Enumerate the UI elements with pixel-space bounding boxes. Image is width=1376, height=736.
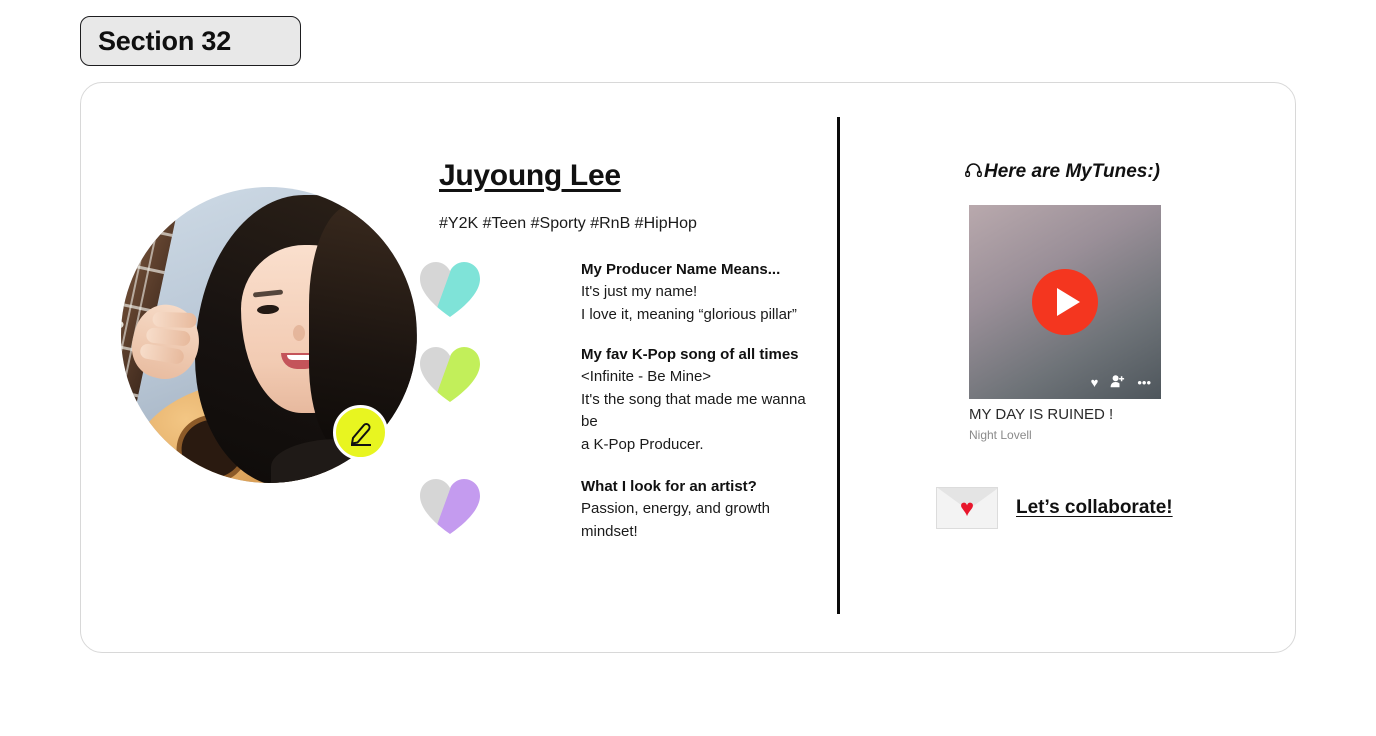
track-title: MY DAY IS RUINED ! [969, 406, 1114, 423]
heart-icon [419, 478, 481, 536]
section-tab[interactable] [80, 16, 301, 66]
heart-icon [419, 261, 481, 319]
qa-line: It's the song that made me wanna be [581, 390, 806, 430]
envelope-heart-icon [936, 487, 998, 529]
add-user-icon[interactable] [1110, 374, 1125, 391]
profile-tags: #Y2K #Teen #Sporty #RnB #HipHop [439, 215, 697, 232]
qa-title: My fav K-Pop song of all times [581, 346, 799, 363]
track-artist: Night Lovell [969, 428, 1032, 442]
heart-glyph: ♥ [959, 494, 975, 522]
section-tab-label: Section 32 [98, 25, 232, 56]
qa-list [419, 261, 819, 561]
qa-line: <Infinite - Be Mine> [581, 368, 712, 385]
edit-profile-badge[interactable] [333, 405, 388, 460]
qa-title: What I look for an artist? [581, 478, 757, 495]
heart-icon [419, 346, 481, 404]
list-item [419, 478, 819, 543]
qa-line: I love it, meaning “glorious pillar” [581, 305, 797, 323]
pencil-edit-icon [347, 419, 375, 447]
avatar[interactable] [121, 187, 417, 483]
play-icon [1057, 288, 1080, 316]
mytunes-heading [965, 161, 1160, 183]
vertical-divider [837, 117, 840, 614]
heart-shape [419, 261, 481, 319]
qa-title: My Producer Name Means... [581, 261, 781, 278]
heart-shape [419, 346, 481, 404]
play-button[interactable] [1032, 269, 1098, 335]
list-item [419, 346, 819, 456]
heart-shape [419, 478, 481, 536]
page-title: Juyoung Lee [439, 159, 621, 192]
like-icon[interactable]: ♥ [1090, 375, 1099, 390]
qa-line: Passion, energy, and growth mindset! [581, 500, 771, 540]
music-player-thumbnail[interactable] [969, 205, 1161, 399]
mytunes-heading-label: Here are MyTunes:) [984, 161, 1160, 182]
headphones-icon [965, 162, 982, 182]
collaborate-link[interactable] [936, 487, 1173, 529]
qa-line: It's just my name! [581, 283, 698, 300]
collaborate-label: Let’s collaborate! [1016, 497, 1173, 518]
qa-line: a K-Pop Producer. [581, 435, 704, 453]
profile-card [80, 82, 1296, 653]
more-options-icon[interactable]: ••• [1137, 375, 1151, 390]
player-actions [1091, 374, 1151, 391]
list-item [419, 261, 819, 326]
